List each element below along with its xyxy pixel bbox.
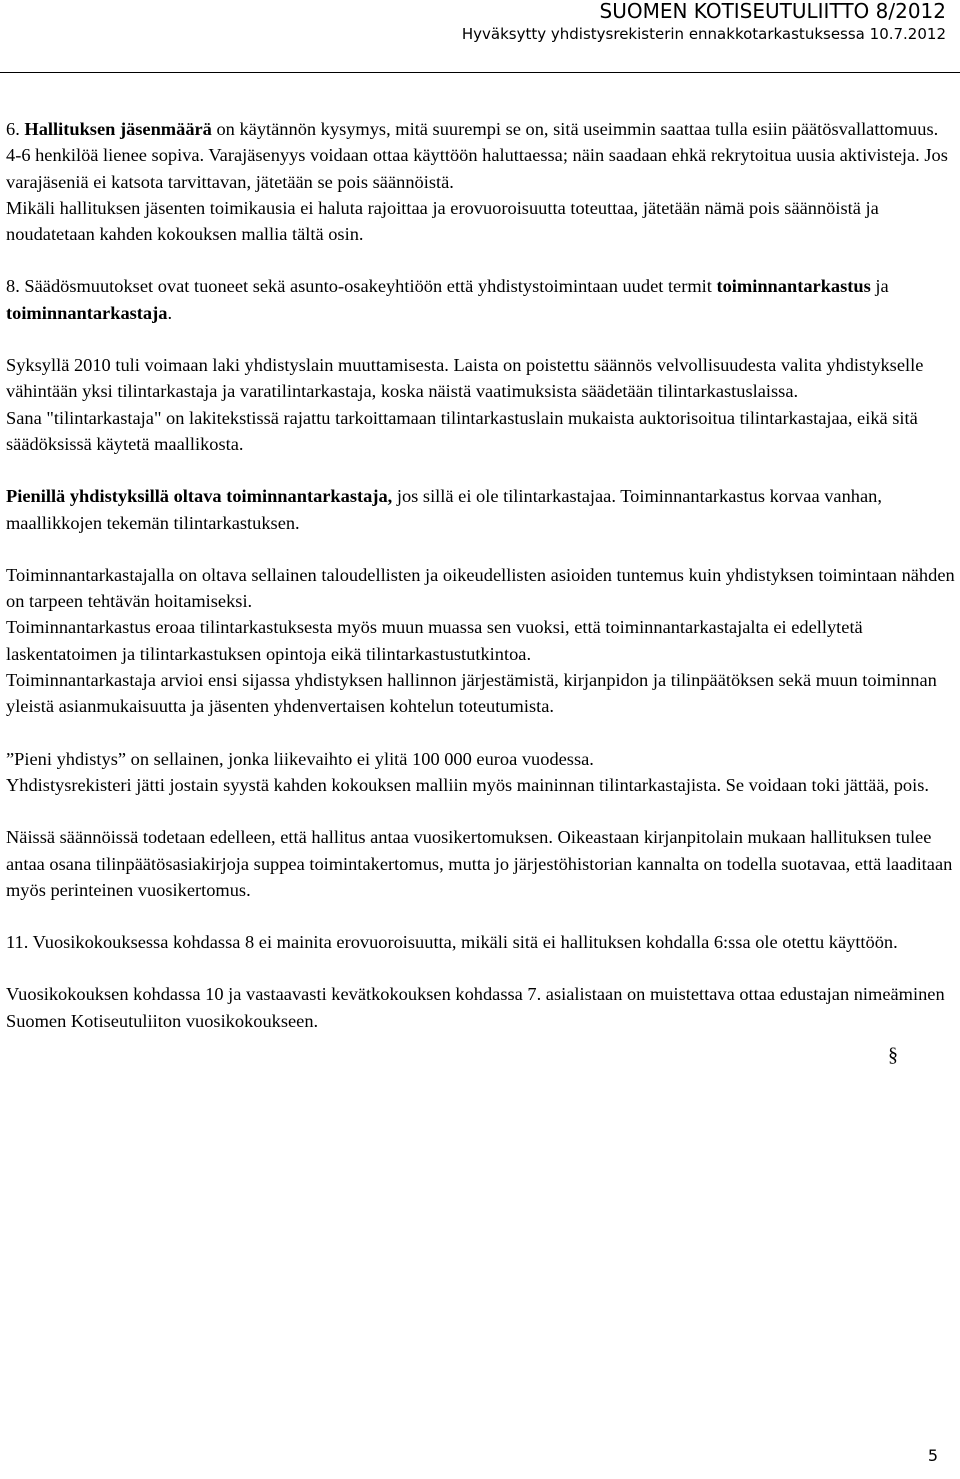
bold-term: Pienillä yhdistyksillä oltava toiminnantarkastaja, [6, 486, 393, 507]
document-body [6, 116, 958, 1034]
header-rule [0, 72, 960, 73]
paragraph-6-term: Mikäli hallituksen jäsenten toimikausia ei haluta rajoittaa ja erovuoroisuutta toteuttaa, jätetään nämä pois säännöistä ja noudatetaan kahden kokouksen mallia tältä osin. [6, 197, 879, 245]
paragraph-text: on käytännön kysymys, mitä suurempi se on, sitä useimmin saattaa tulla esiin päätösvallattomuus. 4-6 henkilöä lienee sopiva. Varajäsenyys voidaan ottaa käyttöön haluttaessa; näin saadaan ehkä rekrytoitua uusia aktivisteja. Jos varajäseniä ei katsota tarvittavan, jätetään se pois säännöistä. [6, 119, 948, 192]
paragraph-inspector-knowledge: Toiminnantarkastajalla on oltava sellainen taloudellisten ja oikeudellisten asioiden tuntemus kuin yhdistyksen toimintaan nähden on tarpeen tehtävän hoitamiseksi. [6, 564, 955, 612]
section-sign-icon: § [888, 1044, 898, 1066]
bold-term: Hallituksen jäsenmäärä [24, 119, 212, 139]
paragraph-representative: Vuosikokouksen kohdassa 10 ja vastaavasti kevätkokouksen kohdassa 7. asialistaan on muistettava ottaa edustajan nimeäminen Suomen Kotiseutuliiton vuosikokoukseen. [6, 984, 945, 1031]
spacer [6, 720, 958, 746]
bold-term: toiminnantarkastus [716, 276, 871, 297]
spacer [6, 536, 958, 562]
spacer [6, 903, 958, 929]
paragraph-annual-report: Näissä säännöissä todetaan edelleen, että hallitus antaa vuosikertomuksen. Oikeastaan kirjanpitolain mukaan hallituksen tulee antaa osana tilinpäätösasiakirjoja suppea toimintakertomus, mutta jo järjestöhistorian kannalta on todella suotavaa, että laaditaan myös perinteinen vuosikertomus. [6, 827, 953, 900]
paragraph-text: . [167, 302, 173, 323]
paragraph-8 [6, 273, 958, 326]
item-number: 6. [6, 119, 25, 139]
paragraph-small-associations [6, 483, 958, 536]
paragraph-6 [6, 116, 958, 195]
paragraph-inspector-difference: Toiminnantarkastus eroaa tilintarkastuksesta myös muun muassa sen vuoksi, että toiminnantarkastajalta ei edellytetä laskentatoimen ja tilintarkastuksen opintoja eikä tilintarkastustutkintoa. [6, 617, 863, 664]
spacer [6, 798, 958, 824]
paragraph-registry: Yhdistysrekisteri jätti jostain syystä kahden kokouksen malliin myös maininnan tilintarkastajista. Se voidaan toki jättää, pois. [6, 774, 929, 795]
paragraph-text: 8. Säädösmuutokset ovat tuoneet sekä asunto-osakeyhtiöön että yhdistystoimintaan uudet termit [6, 276, 717, 297]
paragraph-11: 11. Vuosikokouksessa kohdassa 8 ei mainita erovuoroisuutta, mikäli sitä ei hallituksen kohdalla 6:ssa ole otettu käyttöön. [6, 932, 898, 953]
spacer [6, 247, 958, 273]
header-title: SUOMEN KOTISEUTULIITTO 8/2012 [599, 0, 946, 23]
spacer [6, 955, 958, 981]
page-header [462, 0, 946, 44]
paragraph-inspector-tasks: Toiminnantarkastaja arvioi ensi sijassa yhdistyksen hallinnon järjestämistä, kirjanpidon ja tilinpäätöksen sekä muun toiminnan yleistä asianmukaisuutta ja jäsenten yhdenvertaisen kohtelun toteutumista. [6, 670, 937, 717]
bold-term: toiminnantarkastaja [6, 302, 168, 323]
spacer [6, 326, 958, 352]
page-number: 5 [927, 1446, 938, 1465]
paragraph-text: ja [870, 276, 889, 297]
paragraph-auditor-term: Sana "tilintarkastaja" on lakitekstissä rajattu tarkoittamaan tilintarkastuslain mukaista auktorisoitua tilintarkastajaa, eikä sitä säädöksissä käytetä maallikosta. [6, 407, 918, 454]
header-subtitle: Hyväksytty yhdistysrekisterin ennakkotarkastuksessa 10.7.2012 [461, 25, 946, 43]
paragraph-text: jos sillä ei ole tilintarkastajaa. Toiminnantarkastus korvaa vanhan, maallikkojen tekemän tilintarkastuksen. [6, 486, 882, 533]
spacer [6, 457, 958, 483]
paragraph-law-change: Syksyllä 2010 tuli voimaan laki yhdistyslain muuttamisesta. Laista on poistettu säännös velvollisuudesta valita yhdistykselle vähintään yksi tilintarkastaja ja varatilintarkastaja, koska näistä vaatimuksista säädetään tilintarkastuslaissa. [6, 355, 924, 402]
paragraph-small-association-definition: ”Pieni yhdistys” on sellainen, jonka liikevaihto ei ylitä 100 000 euroa vuodessa. [6, 748, 594, 769]
